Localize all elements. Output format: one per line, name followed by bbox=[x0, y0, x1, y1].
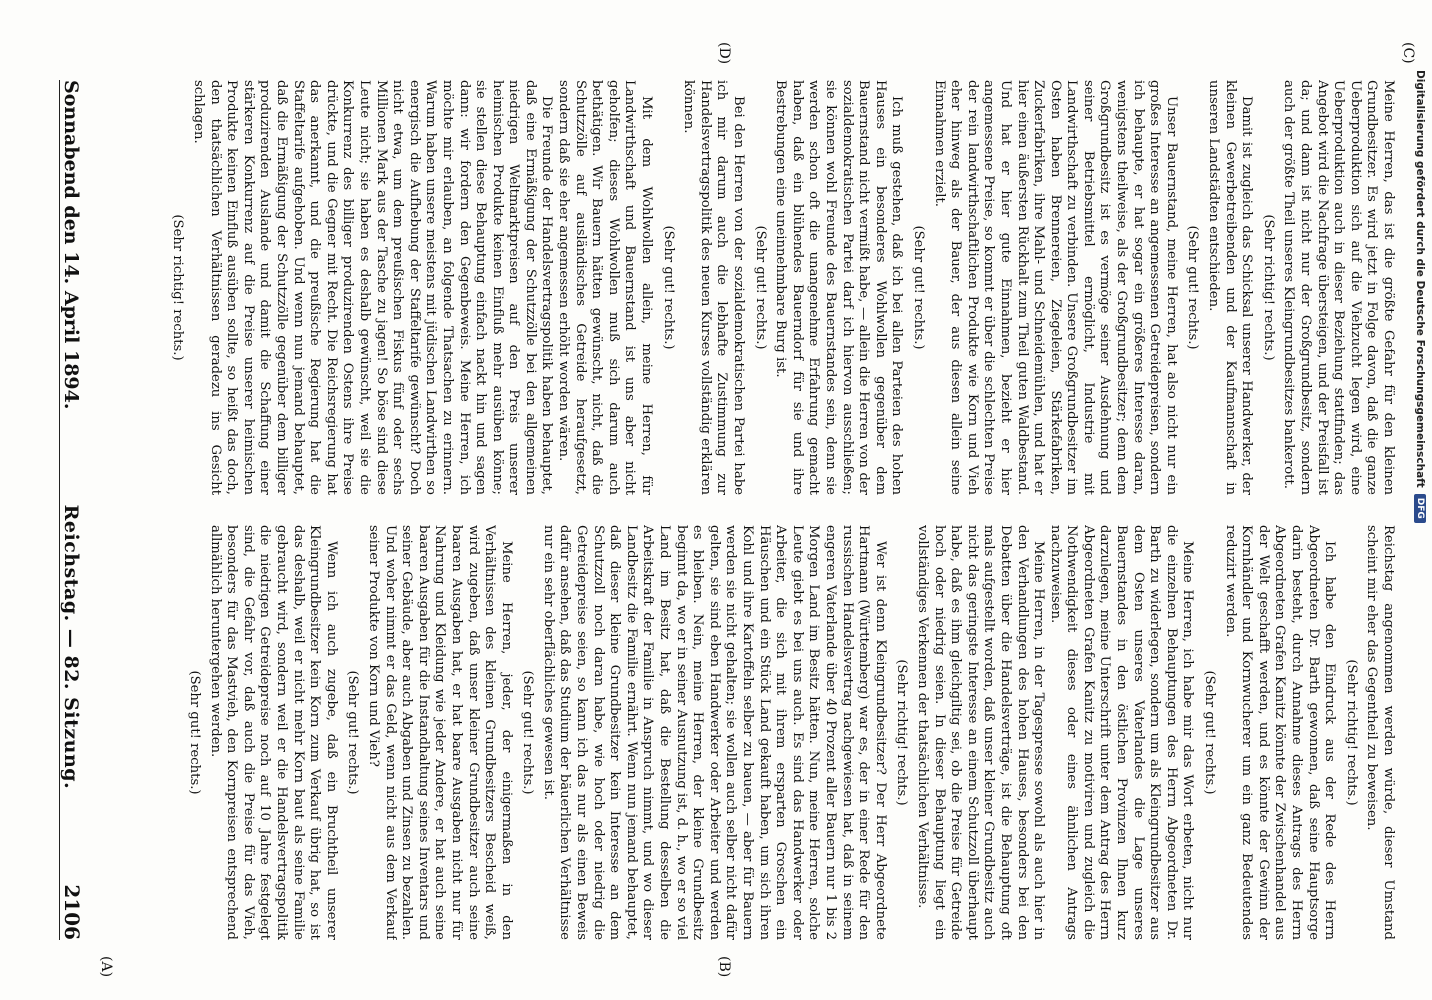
dfg-logo: DFG bbox=[1414, 494, 1426, 523]
reaction-note: (Sehr richtig! rechts.) bbox=[1260, 214, 1276, 361]
digitization-note: Digitalisierung gefördert durch die Deutsche Forschungsgemeinschaft bbox=[1414, 70, 1426, 488]
paragraph: Die Freunde der Handelsvertragspolitik haben behauptet, daß eine Ermäßigung der Schutzzölle bei den allgemeinen niedrigen Weltmarktpreisen auf den Preis unserer heimischen Produkte keinen Einfluß mehr ausüben könne; sie stellen diese Behauptung einfach nackt hin und sagen dann: wir fordern den Gegenbeweis. Meine Herren, ich möchte mir erlauben, an folgende Thatsachen zu erinnern. Warum haben unsere meistens mit jüdischen Landwirthen so energisch die Aufhebung der Staffeltarife gewünscht? Doch nicht etwa, um dem preußischen Fiskus fünf oder sechs Millionen Mark aus der Tasche zu jagen! So böse sind diese Leute nicht; sie haben es deshalb gewünscht, weil sie die Konkurrenz des billiger produzirenden Ostens ihre Preise drückte, und die Gegner mit Recht. Die Reichsregierung hat das anerkannt, und die preußische Regierung hat die Staffeltarife aufgehoben. Und wenn nun jemand behauptet, daß die Ermäßigung der Schutzzölle gegenüber dem billiger produzirenden Auslande und damit die Schaffung einer stärkeren Konkurrenz auf die Preise unserer heimischen Produkte keinen Einfluß ausüben sollte, so heißt das doch, den thatsächlichen Verhältnissen geradezu ins Gesicht schlagen. bbox=[191, 80, 555, 495]
page-header bbox=[59, 80, 94, 940]
reaction-note: (Sehr gut! rechts.) bbox=[660, 225, 676, 350]
paragraph: Bei den Herren von der sozialdemokratischen Partei habe ich mir darum auch die lebhafte Zustimmung zur Handelsvertragspolitik des neuen Kurses vollständig erklären können. bbox=[681, 80, 747, 495]
margin-mark-b: (B) bbox=[716, 956, 732, 978]
paragraph: Reichstag angenommen werden würde, dieser Umstand scheint mir eher das Gegentheil zu beweisen. bbox=[1364, 525, 1396, 940]
margin-mark-c: (C) bbox=[1400, 42, 1416, 64]
reaction-note: (Sehr gut! rechts.) bbox=[187, 670, 203, 795]
reaction-note: (Sehr gut! rechts.) bbox=[752, 225, 768, 350]
paragraph: Ich muß gestehen, daß ich bei allen Parteien des hohen Hauses ein besonderes Wohlwollen gegenüber dem Bauernstand nicht vermißt habe, — allein die Herren von der sozialdemokratischen Partei darf ich hiervon ausschließen; sie können wohl Freunde des Bauernstandes sein, denn sie werden schon oft die unangenehme Erfahrung gemacht haben, daß ein blühendes Bauerndorf für sie und ihre Bestrebungen eine uneinnehmbare Burg ist. bbox=[773, 80, 905, 495]
margin-mark-a: (A) bbox=[98, 956, 114, 978]
paragraph: Unser Bauernstand, meine Herren, hat also nicht nur ein großes Interesse an angemessenen Getreidepreisen, sondern ich behaupte, er hat sogar ein größeres Interesse daran, wenigstens theilweise, als der Großgrundbesitzer; denn dem Großgrundbesitz ist es vermöge seiner Ausdehnung und seiner Betriebsmittel ermöglicht, Industrie mit Landwirthschaft zu verbinden. Unsere Großgrundbesitzer im Osten haben Brennereien, Ziegeleien, Stärkefabriken, Zuckerfabriken, ihre Mahl- und Schneidemühlen, und hat er hier einen äußersten Rückhalt zum Theil guten Waldbestand. Und hat er hier gute Einnahmen, bezieht er hier angemessene Preise, so kommt er über die schlechten Preise der rein landwirthschaftlichen Produkte wie Korn und Vieh eher hinweg als der Bauer, der aus diesen allein seine Einnahmen erzielt. bbox=[931, 80, 1179, 495]
session-title: Reichstag. — 82. Sitzung. bbox=[60, 504, 82, 790]
page-number: 2106 bbox=[60, 884, 84, 940]
text-column-right bbox=[104, 80, 1396, 495]
paragraph: Meine Herren, in der Tagespresse sowohl als auch hier in den Verhandlungen des hohen Hauses, besonders bei den Debatten über die Handelsverträge, ist die Behauptung oft mals aufgestellt worden, daß unser kleiner Grundbesitz auch nicht das geringste Interesse an einem Schutzzoll überhaupt habe, daß es ihm gleichgiltig sei, ob die Preise für Getreide hoch oder niedrig seien. In dieser Behauptung liegt ein vollständiges Verkennen der thatsächlichen Verhältnisse. bbox=[914, 525, 1047, 940]
paragraph: Meine Herren, ich habe mir das Wort erbeten, nicht nur die einzelnen Behauptungen des Herrn Abgeordneten Dr. Barth zu widerlegen, sondern um als Kleingrundbesitzer aus dem Osten unseres Vaterlandes die Lage unseres Bauernstandes in den östlichen Provinzen Ihnen kurz darzulegen, meine Unterschrift unter dem Antrag des Herrn Abgeordneten Grafen Kanitz zu motiviren und zugleich die Nothwendigkeit dieses oder eines ähnlichen Antrags nachzuweisen. bbox=[1047, 525, 1196, 940]
text-columns bbox=[104, 80, 1396, 940]
reaction-note: (Sehr richtig! rechts.) bbox=[894, 659, 910, 806]
paragraph: Mit dem Wohlwollen allein, meine Herren, für Landwirthschaft und Bauernstand ist uns aber nicht geholfen; dieses Wohlwollen muß sich darum auch bethätigen. Wir Bauern hätten gewünscht, nicht, daß die Schutzzölle auf ausländisches Getreide heraufgesetzt, sondern daß sie eher angemessen erhöht worden wären. bbox=[556, 80, 655, 495]
margin-mark-d: (D) bbox=[716, 42, 732, 65]
session-date: Sonnabend den 14. April 1894. bbox=[60, 80, 82, 410]
reaction-note: (Sehr richtig! rechts.) bbox=[1343, 659, 1359, 806]
digitization-footer bbox=[1414, 70, 1426, 523]
paragraph: Ich habe den Eindruck aus der Rede des Herrn Abgeordneten Dr. Barth gewonnen, daß seine Hauptsorge darin besteht, durch Annahme dieses Antrags des Herrn Abgeordneten Grafen Kanitz könnte der Zwischenhandel aus der Welt geschafft werden, und es könnte der Gewinn der Kornhändler und Kornwucherer um ein ganz Bedeutendes reduzirt werden. bbox=[1222, 525, 1338, 940]
reaction-note: (Sehr richtig! rechts.) bbox=[170, 214, 186, 361]
reaction-note: (Sehr gut! rechts.) bbox=[520, 670, 536, 795]
paragraph: Damit ist zugleich das Schicksal unserer Handwerker, der kleinen Gewerbetreibenden und der Kaufmannschaft in unseren Landstädten entschieden. bbox=[1206, 80, 1255, 495]
reaction-note: (Sehr gut! rechts.) bbox=[345, 670, 361, 795]
paragraph: Meine Herren, das ist die größte Gefahr für den kleinen Grundbesitzer. Es wird jetzt in Folge davon, daß die ganze Ueberproduktion sich auf die Viehzucht legen wird, eine Ueberproduktion auch in dieser Beziehung stattfinden; das Angebot wird die Nachfrage übersteigen, und der Preisfall ist da; und dann ist nicht nur der Großgrundbesitz, sondern auch der größte Theil unseres Kleingrundbesitzes bankerott. bbox=[1281, 80, 1396, 495]
reaction-note: (Sehr gut! rechts.) bbox=[1185, 225, 1201, 350]
paragraph: Wer ist denn Kleingrundbesitzer? Der Herr Abgeordnete Hartmann (Württemberg) war es, der in einer Rede für den russischen Handelsvertrag nachgewiesen hat, daß in seinem engeren Vaterlande über 40 Prozent aller Bauern nur 1 bis 2 Morgen Land im Besitz hätten. Nun, meine Herren, solche Leute giebt es bei uns auch. Es sind das Handwerker oder Arbeiter, die sich mit ihrem ersparten Groschen ein Häuschen und ein Stück Land gekauft haben, um sich ihren Kohl und ihre Kartoffeln selber zu bauen, — aber für Bauern werden sie nicht gehalten; sie wollen auch selber nicht dafür gelten, sie sind eben Handwerker oder Arbeiter und werden es bleiben. Nein, meine Herren, der kleine Grundbesitz beginnt da, wo er in seiner Ausnutzung ist, d. h., wo er so viel Land im Besitz hat, daß die Bestellung desselben die Arbeitskraft der Familie in Anspruch nimmt, und wo dieser Landbesitz die Familie ernährt. Wenn nun jemand behauptet, daß dieser kleine Grundbesitzer kein Interesse an dem Schutzzoll noch daran habe, wie hoch oder niedrig die Getreidepreise seien, so kann ich das nur als einen Beweis dafür ansehen, daß das Studium der bäuerlichen Verhältnisse nur ein sehr oberflächliches gewesen ist. bbox=[540, 525, 888, 940]
reaction-note: (Sehr gut! rechts.) bbox=[1202, 670, 1218, 795]
paragraph: Wenn ich auch zugebe, daß ein Bruchtheil unserer Kleingrundbesitzer kein Korn zum Verkauf übrig hat, so ist das deshalb, weil er nicht mehr Korn baut als seine Familie gebraucht wird, sondern weil er die Handelsvertragspolitik die niedrigen Getreidepreise noch auf 10 Jahre festgelegt sind, die Gefahr vor, daß auch die Preise für das Vieh, besonders für das Mastvieh, den Kornpreisen entsprechend allmählich heruntergehen werden. bbox=[207, 525, 339, 940]
text-column-left bbox=[104, 525, 1396, 940]
paragraph: Meine Herren, jeder, der einigermaßen in den Verhältnissen des kleinen Grundbesitzers Bescheid weiß, wird zugeben, daß unser kleiner Grundbesitzer auch seine baaren Ausgaben hat, er hat baare Ausgaben nicht nur für Nahrung und Kleidung wie jeder Andere, er hat auch seine baaren Ausgaben für die Instandhaltung seines Inventars und seiner Gebäude, aber auch Abgaben und Zinsen zu bezahlen. Und woher nimmt er das Geld, wenn nicht aus dem Verkauf seiner Produkte von Korn und Vieh? bbox=[365, 525, 514, 940]
reaction-note: (Sehr gut! rechts.) bbox=[910, 225, 926, 350]
